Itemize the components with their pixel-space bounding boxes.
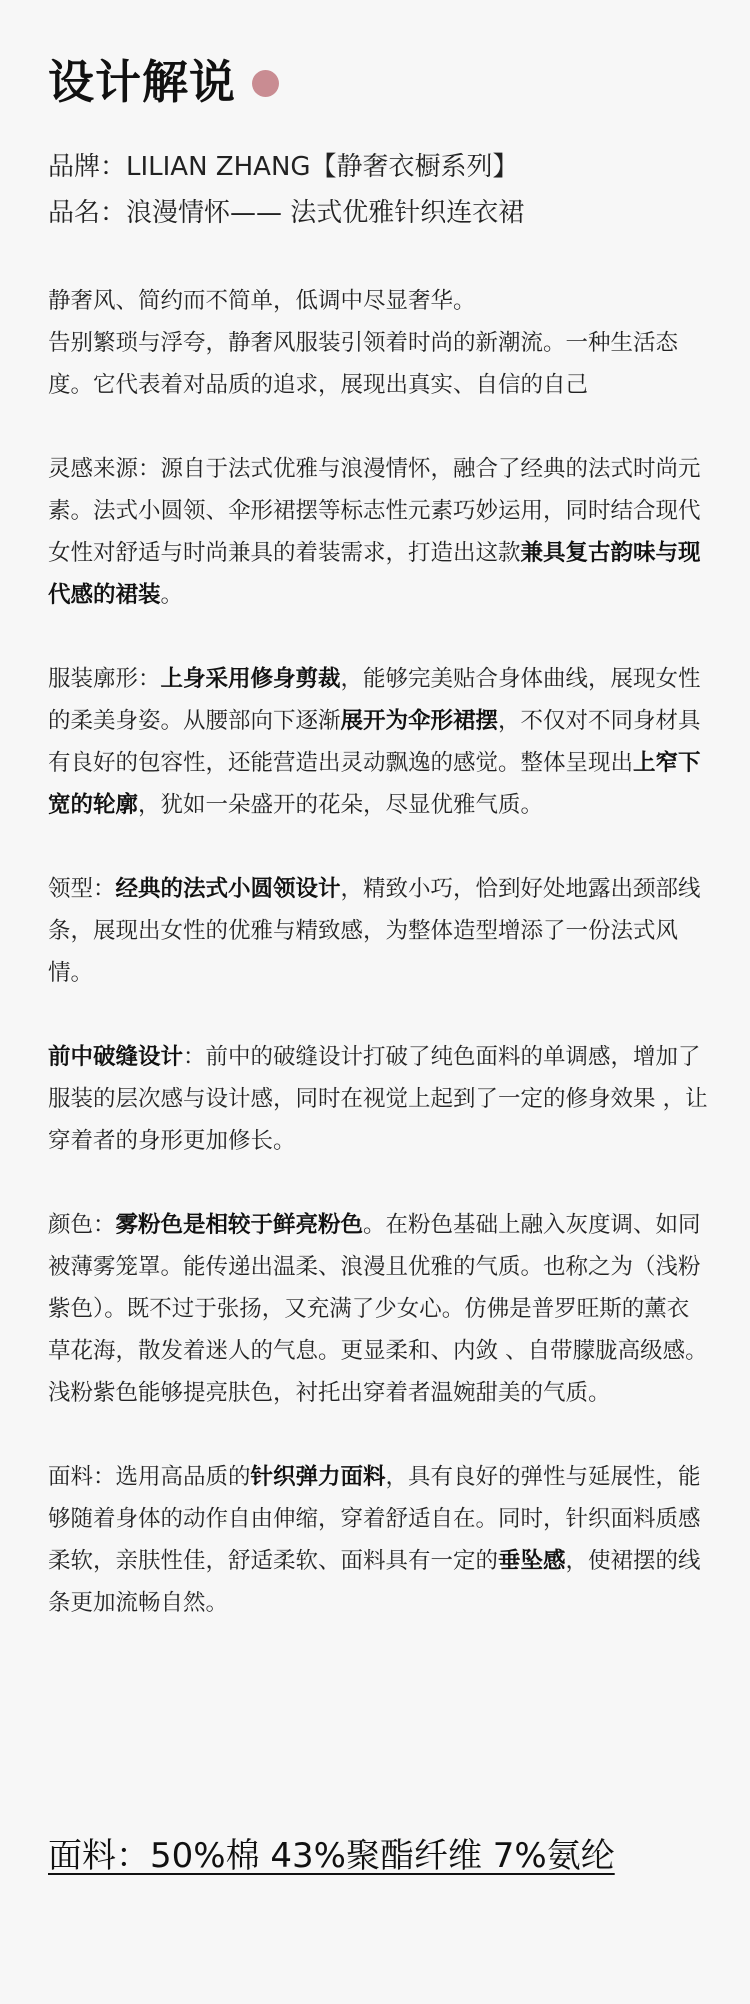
inspiration-highlight-1: 兼具复古韵味与现代感的裙装 [48, 540, 701, 608]
seam-paragraph [48, 1036, 708, 1162]
collar-paragraph [48, 868, 708, 994]
product-meta [48, 144, 524, 236]
material-text-3: ，使裙摆的线条更加流畅自然。 [48, 1548, 701, 1616]
material-text-2: ，具有良好的弹性与延展性，能够随着身体的动作自由伸缩，穿着舒适自在。同时，针织面料质感柔软，亲肤性佳，舒适柔软、面料具有一定的 [48, 1464, 701, 1574]
color-highlight-1: 雾粉色是相较于鲜亮粉色 [115, 1212, 364, 1238]
title-row [48, 52, 279, 112]
color-text-2: 。在粉色基础上融入灰度调、如同被薄雾笼罩。能传递出温柔、浪漫且优雅的气质。也称之为（浅粉紫色）。既不过于张扬，又充满了少女心。仿佛是普罗旺斯的薰衣草花海，散发着迷人的气息。更显柔和、内敛 、自带朦胧高级感。浅粉紫色能够提亮肤色，衬托出穿着者温婉甜美的气质。 [48, 1212, 708, 1406]
material-text-1: 面料：选用高品质的 [48, 1464, 251, 1490]
fabric-composition: 面料：50%棉 43%聚酯纤维 7%氨纶 [48, 1836, 615, 1876]
seam-text-1: ：前中的破缝设计打破了纯色面料的单调感，增加了服装的层次感与设计感，同时在视觉上起到了一定的修身效果 ，让穿着者的身形更加修长。 [48, 1044, 708, 1154]
collar-highlight-1: 经典的法式小圆领设计 [115, 876, 341, 902]
silhouette-text-3: ，不仅对不同身材具有良好的包容性，还能营造出灵动飘逸的感觉。整体呈现出 [48, 708, 701, 776]
color-text-1: 颜色： [48, 1212, 116, 1238]
color-paragraph [48, 1204, 708, 1414]
silhouette-highlight-3: 上窄下宽的轮廓 [48, 750, 701, 818]
description-body [48, 280, 708, 1624]
product-name-line: 品名：浪漫情怀—— 法式优雅针织连衣裙 [48, 198, 525, 228]
inspiration-paragraph [48, 448, 708, 616]
silhouette-highlight-1: 上身采用修身剪裁 [160, 666, 341, 692]
silhouette-paragraph [48, 658, 708, 826]
page-title: 设计解说 [48, 55, 236, 109]
inspiration-text-2: 。 [160, 582, 184, 608]
seam-highlight-1: 前中破缝设计 [48, 1044, 184, 1070]
collar-text-1: 领型： [48, 876, 116, 902]
material-paragraph [48, 1456, 708, 1624]
inspiration-text-1: 灵感来源：源自于法式优雅与浪漫情怀，融合了经典的法式时尚元素。法式小圆领、伞形裙摆等标志性元素巧妙运用，同时结合现代女性对舒适与时尚兼具的着装需求，打造出这款 [48, 456, 701, 566]
intro-paragraph [48, 280, 708, 406]
title-dot-decoration [252, 70, 279, 97]
intro-line-2: 告别繁琐与浮夸，静奢风服装引领着时尚的新潮流。一种生活态度。它代表着对品质的追求，展现出真实、自信的自己 [48, 330, 679, 398]
silhouette-highlight-2: 展开为伞形裙摆 [340, 708, 499, 734]
collar-text-2: ，精致小巧，恰到好处地露出颈部线条，展现出女性的优雅与精致感，为整体造型增添了一份法式风情。 [48, 876, 701, 986]
silhouette-text-2: ，能够完美贴合身体曲线，展现女性的柔美身姿。从腰部向下逐渐 [48, 666, 701, 734]
material-highlight-2: 垂坠感 [498, 1548, 566, 1574]
silhouette-text-4: ，犹如一朵盛开的花朵，尽显优雅气质。 [138, 792, 544, 818]
intro-line-1: 静奢风、简约而不简单，低调中尽显奢华。 [48, 288, 476, 314]
brand-line: 品牌：LILIAN ZHANG【静奢衣橱系列】 [48, 152, 519, 182]
silhouette-text-1: 服装廓形： [48, 666, 161, 692]
material-highlight-1: 针织弹力面料 [250, 1464, 386, 1490]
